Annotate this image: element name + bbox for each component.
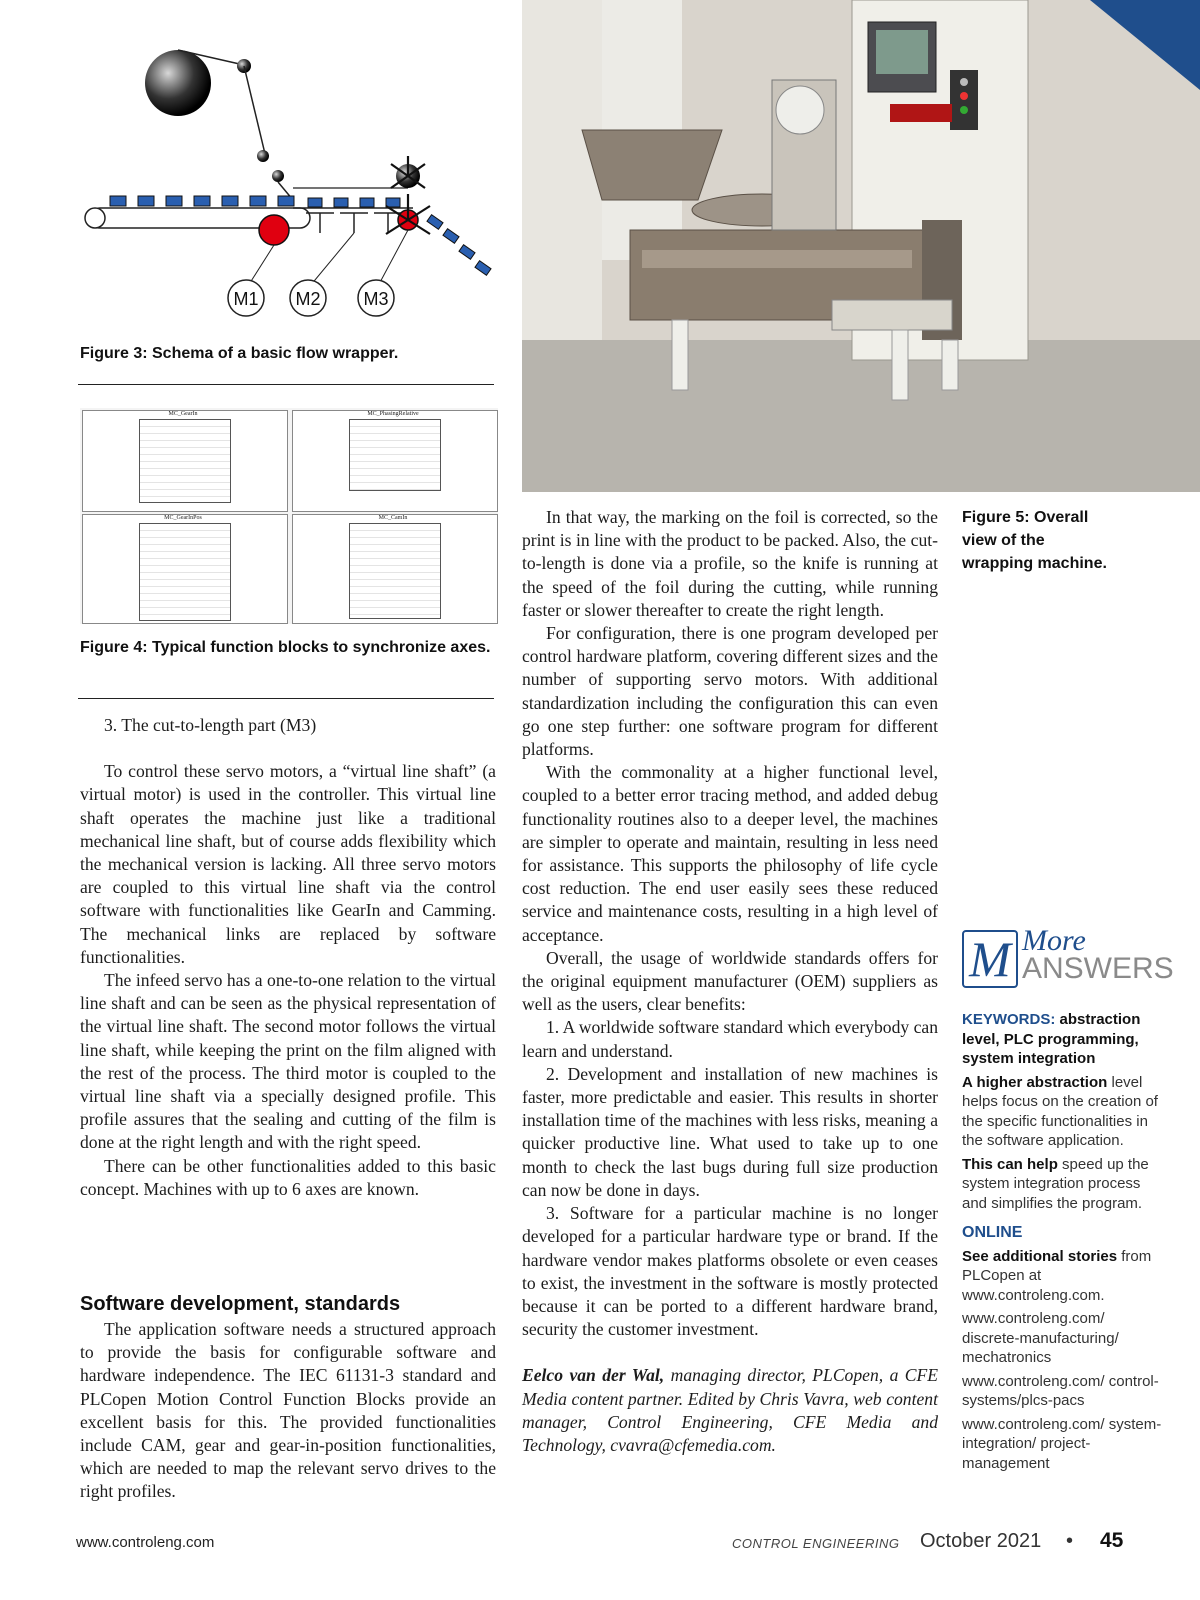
figure-3-diagram [78, 8, 498, 328]
figure-4-function-blocks [80, 408, 498, 624]
online-link[interactable]: www.controleng.com/ control-systems/plcs-pacs [962, 1372, 1159, 1409]
logo-m-box [962, 930, 1018, 988]
footer-issue: October 2021 [920, 1530, 1042, 1552]
section-text [80, 1318, 496, 1504]
function-block-title: MC_GearInPos [164, 515, 202, 521]
logo-more: More [1022, 924, 1086, 957]
function-block [82, 514, 288, 624]
logo-letter: M [969, 931, 1011, 987]
keywords-label: KEYWORDS: [962, 1011, 1056, 1028]
function-block [292, 410, 498, 512]
keywords-text: abstraction level, PLC programming, system integration [962, 1011, 1141, 1067]
paragraph: The infeed servo has a one-to-one relation to the virtual line shaft and can be seen as the physical representation of the virtual line shaft. The second motor follows the virtual line shaft, while keeping the print on the film aligned with the rest of the process. The third motor is coupled to the virtual line shaft via a specially designed profile. This profile assures that the sealing and cutting of the film is done at the right length and with the right speed. [80, 970, 496, 1153]
paragraph: To control these servo motors, a “virtual line shaft” (a virtual motor) is used in the controller. This virtual line shaft operates the machine just like a traditional mechanical line shaft, but of course adds flexibility which the mechanical version is lacking. All three servo motors are coupled to this virtual line shaft via the control software with functionalities like GearIn and Camming. The mechanical links are replaced by software functionalities. [80, 761, 496, 967]
keywords [962, 1010, 1162, 1069]
motor-label-m2: M2 [295, 289, 321, 309]
figure-5-machine-photo [522, 0, 1200, 492]
online-link[interactable]: www.controleng.com/ system-integration/ project-management [962, 1415, 1162, 1472]
author-bio-text: managing director, PLCopen, a CFE Media content partner. Edited by Chris Vavra, web content manager, Control Engineering, CFE Media and Technology, cvavra@cfemedia.com. [522, 1365, 939, 1455]
divider [78, 384, 494, 385]
paragraph: For configuration, there is one program developed per control hardware platform, covering different sizes and the number of supporting servo motors. With additional standardization including the configuration this can even go one step further: one software program for different platforms. [522, 623, 938, 760]
more-answers-logo [962, 924, 1182, 990]
list-item: 3. The cut-to-length part (M3) [104, 715, 317, 735]
function-block [292, 514, 498, 624]
section-heading: Software development, standards [80, 1293, 401, 1315]
page-number: 45 [1100, 1529, 1124, 1552]
sidebar [962, 1010, 1162, 1477]
author-name: Eelco van der Wal, [522, 1365, 665, 1386]
paragraph: With the commonality at a higher functional level, coupled to a better error tracing method, and added debug functionality routines also to a deeper level, the machines are simpler to operate and maintain, resulting in less need for assistance. This supports the philosophy of life cycle cost reduction. The end user easily sees these reduced service and maintenance costs, resulting in a high level of acceptance. [522, 762, 938, 945]
paragraph: There can be other functionalities added to this basic concept. Machines with up to 6 axes are known. [80, 1155, 496, 1199]
online-link[interactable]: www.controleng.com/ discrete-manufacturing/ mechatronics [962, 1310, 1119, 1366]
figure-4-caption: Figure 4: Typical function blocks to synchronize axes. [80, 639, 491, 656]
divider [78, 698, 494, 699]
sidebar-point: A higher abstraction level helps focus on the creation of the specific functionalities in the software application. [962, 1073, 1158, 1149]
paragraph: 1. A worldwide software standard which everybody can learn and understand. [522, 1017, 938, 1061]
online-label: ONLINE [962, 1224, 1023, 1241]
online-intro: See additional stories from PLCopen at www.controleng.com. [962, 1247, 1152, 1304]
sidebar-point: This can help speed up the system integration process and simplifies the program. [962, 1155, 1149, 1212]
paragraph: The application software needs a structured approach to provide the basis for configurable software and hardware independence. The IEC 61131-3 standard and PLCopen Motion Control Function Blocks provide an excellent basis for this. The provided functionalities include CAM, gear and gear-in-position functionalities, which are needed to map the relevant servo drives to the right profiles. [80, 1319, 496, 1502]
author-bio [522, 1364, 938, 1457]
logo-answers: ANSWERS [1022, 952, 1174, 985]
paragraph: Overall, the usage of worldwide standards offers for the original equipment manufacturer (OEM) suppliers as well as the users, clear benefits: [522, 947, 938, 1015]
film-roll [145, 50, 211, 116]
middle-column-text [522, 506, 938, 1457]
function-block-title: MC_GearIn [168, 411, 198, 417]
footer-publication: CONTROL ENGINEERING [732, 1536, 900, 1551]
motor-label-m3: M3 [363, 289, 389, 309]
function-block [82, 410, 288, 512]
motor-label-m1: M1 [233, 289, 259, 309]
figure-5-caption: Figure 5: Overall view of the wrapping machine. [962, 509, 1107, 572]
function-block-title: MC_PhasingRelative [367, 411, 419, 417]
footer-bullet: • [1066, 1530, 1074, 1552]
function-block-title: MC_CamIn [378, 515, 408, 521]
footer-website[interactable]: www.controleng.com [76, 1534, 215, 1551]
flow-wrapper-schema [78, 8, 498, 328]
paragraph: In that way, the marking on the foil is corrected, so the print is in line with the product to be packed. Also, the cut-to-length is done via a profile, so the knife is running at the speed of the foil during the cutting, while running faster or slower thereafter to create the right length. [522, 507, 938, 620]
paragraph: 3. Software for a particular machine is no longer developed for a particular hardware type or brand. If the hardware vendor makes platforms obsolete or even ceases to exist, the investment in the software is mostly protected because it can be ported to a different hardware brand, security the customer investment. [522, 1203, 938, 1340]
left-column-text [80, 714, 496, 1201]
paragraph: 2. Development and installation of new machines is faster, more predictable and easier. This results in shorter installation time of the machines with less risks, meaning a quicker productive line. What used to take up to one month to check the last bugs during full size production can now be done in days. [522, 1063, 938, 1200]
figure-3-caption: Figure 3: Schema of a basic flow wrapper. [80, 345, 399, 362]
